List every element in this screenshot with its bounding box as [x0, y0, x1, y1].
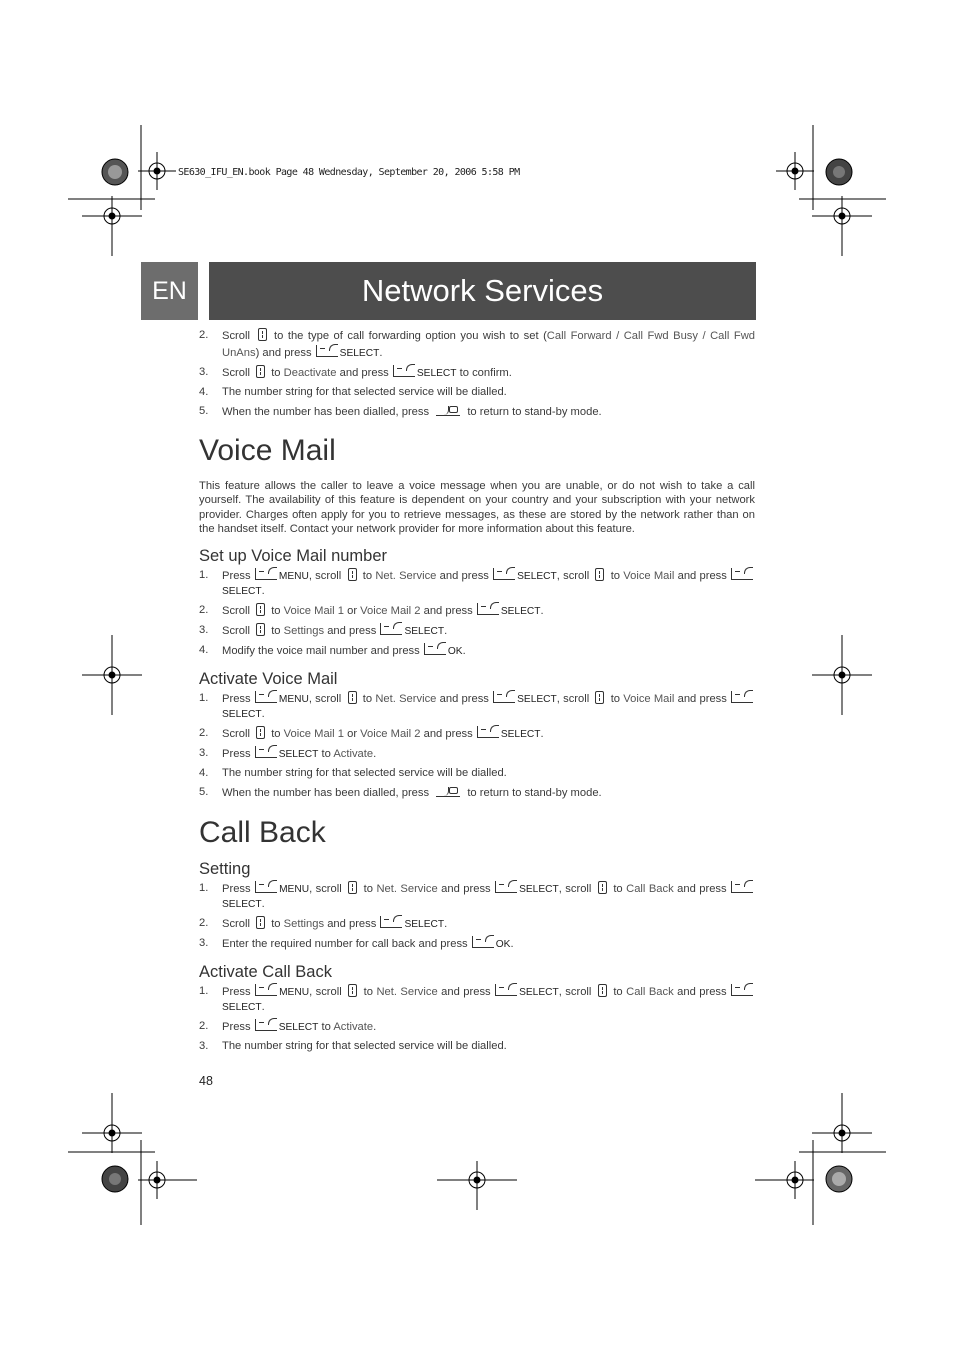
- soft-key-icon: [255, 1019, 277, 1031]
- navigation-key-icon: [348, 568, 357, 581]
- soft-key-icon: [255, 568, 277, 580]
- list-item: 4. The number string for that selected service will be dialled.: [199, 767, 507, 780]
- soft-key-icon: [495, 881, 517, 893]
- end-call-key-icon: [436, 404, 460, 416]
- navigation-key-icon: [256, 726, 265, 739]
- soft-key-icon: [255, 691, 277, 703]
- list-item: 1. Press MENU, scroll to Net. Service and press SELECT, scroll to Voice Mail and press SELECT.: [199, 568, 755, 600]
- list-item: 3. Press SELECT to Activate.: [199, 747, 377, 761]
- soft-key-icon: [493, 691, 515, 703]
- soft-key-icon: [380, 916, 402, 928]
- soft-key-icon: [424, 643, 446, 655]
- navigation-key-icon: [595, 568, 604, 581]
- list-item: 5. When the number has been dialled, press to return to stand-by mode.: [199, 786, 602, 800]
- list-item: 2. Scroll to the type of call forwarding option you wish to set (Call Forward / Call Fwd Busy / Call Fwd UnAns) and press SELECT.: [199, 329, 756, 359]
- soft-key-icon: [731, 881, 753, 893]
- soft-key-icon: [477, 726, 499, 738]
- call-back-setting-steps: [199, 881, 755, 953]
- navigation-key-icon: [348, 881, 357, 894]
- list-item: 2. Scroll to Settings and press SELECT.: [199, 917, 448, 931]
- activate-call-back-steps: [199, 984, 755, 1055]
- navigation-key-icon: [598, 881, 607, 894]
- list-item: 5. When the number has been dialled, press to return to stand-by mode.: [199, 404, 602, 418]
- list-item: 1. Press MENU, scroll to Net. Service and press SELECT, scroll to Voice Mail and press SELECT.: [199, 691, 755, 723]
- book-file-info: SE630_IFU_EN.book Page 48 Wednesday, September 20, 2006 5:58 PM: [178, 167, 520, 178]
- soft-key-icon: [255, 746, 277, 758]
- soft-key-icon: [472, 936, 494, 948]
- list-item: 1. Press MENU, scroll to Net. Service and press SELECT, scroll to Call Back and press SELECT.: [199, 984, 755, 1016]
- main-content: [199, 328, 755, 1058]
- intro-steps: [199, 328, 755, 420]
- list-item: 4. The number string for that selected service will be dialled.: [199, 385, 507, 398]
- list-item: 2. Scroll to Voice Mail 1 or Voice Mail 2 and press SELECT.: [199, 727, 544, 741]
- navigation-key-icon: [256, 603, 265, 616]
- soft-key-icon: [380, 623, 402, 635]
- navigation-key-icon: [348, 984, 357, 997]
- subsection-title-setting: Setting: [199, 859, 251, 878]
- soft-key-icon: [493, 568, 515, 580]
- list-item: 4. Modify the voice mail number and press OK.: [199, 644, 466, 658]
- navigation-key-icon: [348, 691, 357, 704]
- soft-key-icon: [477, 603, 499, 615]
- list-item: 3. Scroll to Deactivate and press SELECT to confirm.: [199, 365, 512, 379]
- setup-voice-mail-steps: [199, 568, 755, 660]
- page-number: 48: [199, 1074, 213, 1088]
- list-item: 1. Press MENU, scroll to Net. Service and press SELECT, scroll to Call Back and press SELECT.: [199, 881, 755, 913]
- page-title: Network Services: [209, 262, 756, 320]
- language-tab: EN: [141, 262, 198, 320]
- navigation-key-icon: [258, 328, 267, 341]
- soft-key-icon: [731, 691, 753, 703]
- navigation-key-icon: [256, 916, 265, 929]
- soft-key-icon: [731, 984, 753, 996]
- voice-mail-intro: This feature allows the caller to leave a voice message when you are unable, or do not wish to take a call yourself. The availability of this feature is dependent on your country and your subscription with your network provider. Charges often apply for you to retrieve messages, as these are stored by the network rather than on the handset itself. Contact your network provider for more information about this feature.: [199, 480, 755, 536]
- list-item: 3. The number string for that selected service will be dialled.: [199, 1040, 507, 1053]
- soft-key-icon: [255, 984, 277, 996]
- navigation-key-icon: [256, 365, 265, 378]
- list-item: 2. Scroll to Voice Mail 1 or Voice Mail 2 and press SELECT.: [199, 604, 544, 618]
- section-title-voice-mail: Voice Mail: [199, 434, 336, 467]
- soft-key-icon: [393, 365, 415, 377]
- soft-key-icon: [495, 984, 517, 996]
- navigation-key-icon: [256, 623, 265, 636]
- list-item: 3. Enter the required number for call back and press OK.: [199, 937, 514, 951]
- soft-key-icon: [731, 568, 753, 580]
- subsection-title-setup-voice-mail: Set up Voice Mail number: [199, 546, 388, 565]
- activate-voice-mail-steps: [199, 691, 755, 802]
- end-call-key-icon: [436, 785, 460, 797]
- navigation-key-icon: [598, 984, 607, 997]
- list-item: 3. Scroll to Settings and press SELECT.: [199, 624, 448, 638]
- subsection-title-activate-voice-mail: Activate Voice Mail: [199, 669, 338, 688]
- list-item: 2. Press SELECT to Activate.: [199, 1020, 377, 1034]
- soft-key-icon: [316, 345, 338, 357]
- soft-key-icon: [255, 881, 277, 893]
- navigation-key-icon: [595, 691, 604, 704]
- subsection-title-activate-call-back: Activate Call Back: [199, 962, 332, 981]
- section-title-call-back: Call Back: [199, 815, 326, 849]
